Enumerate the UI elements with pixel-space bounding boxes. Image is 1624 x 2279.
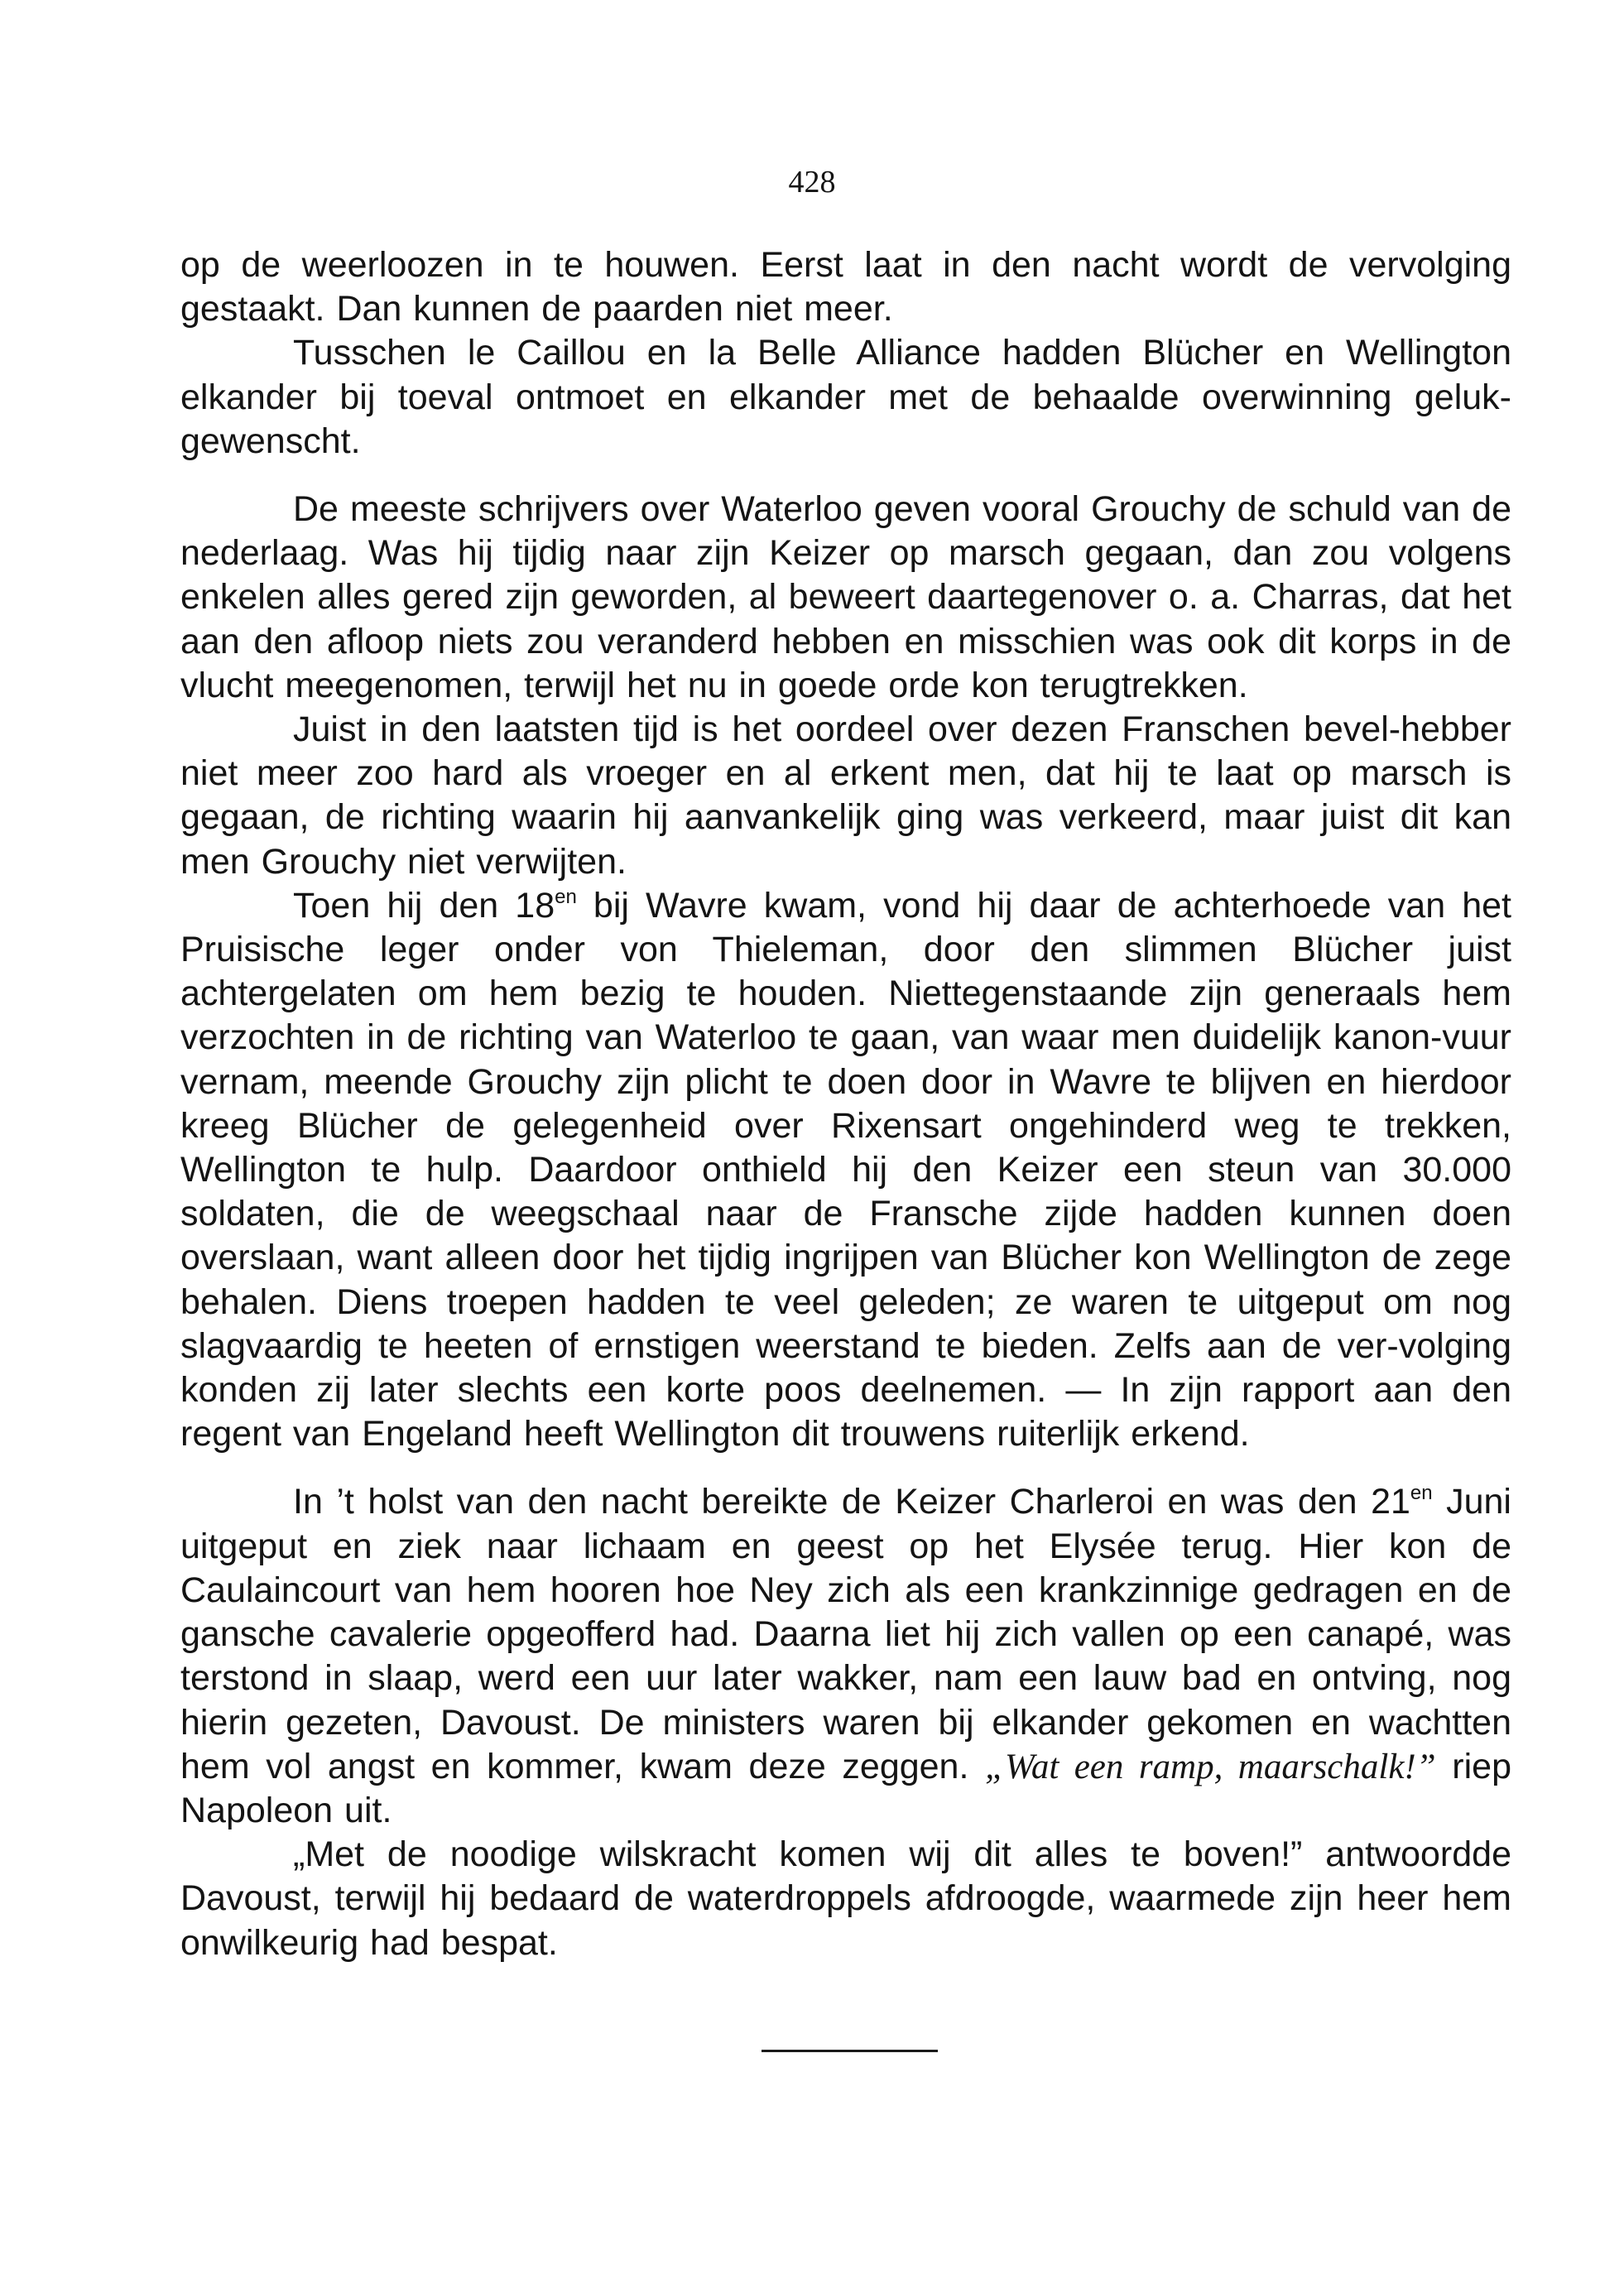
text-run: „Met de noodige wilskracht komen wij dit alles te boven!” antwoordde Davoust, terwijl hij bedaard de waterdroppels afdroogde, waarmede zijn heer hem onwilkeurig had bespat. xyxy=(180,1834,1511,1963)
ordinal-superscript: en xyxy=(1410,1482,1433,1505)
text-run: op de weerloozen in te houwen. Eerst laat in den nacht wordt de vervolging gestaakt. Dan kunnen de paarden niet meer. xyxy=(180,245,1511,329)
text-run: bij Wavre kwam, vond hij daar de achterhoede van het Pruisische leger onder von Thieleman, door den slimmen Blücher juist achtergelaten om hem bezig te houden. Niettegenstaande zijn generaals hem verzochten in de richting van Waterloo te gaan, van waar men duidelijk kanon-vuur vernam, meende Grouchy zijn plicht te doen door in Wavre te blijven en hierdoor kreeg Blücher de gelegenheid over Rixensart ongehinderd weg te trekken, Wellington te hulp. Daardoor onthield hij den Keizer een steun van 30.000 soldaten, die de weegschaal naar de Fransche zijde hadden kunnen doen overslaan, want alleen door het tijdig ingrijpen van Blücher kon Wellington de zege behalen. Diens troepen hadden te veel geleden; ze waren te uitgeput om nog slagvaardig te heeten of ernstigen weerstand te bieden. Zelfs aan de ver-volging konden zij later slechts een korte poos deelnemen. — In zijn rapport aan den regent van Engeland heeft Wellington dit trouwens ruiterlijk erkend. xyxy=(180,885,1511,1454)
paragraph xyxy=(180,708,1511,884)
closing-rule xyxy=(762,2050,938,2052)
text-run: Toen hij den 18 xyxy=(293,885,555,926)
paragraph xyxy=(180,1480,1511,1833)
paragraph xyxy=(180,488,1511,708)
text-run: De meeste schrijvers over Waterloo geven vooral Grouchy de schuld van de nederlaag. Was hij tijdig naar zijn Keizer op marsch gegaan, dan zou volgens enkelen alles gered zijn geworden, al beweert daartegenover o. a. Charras, dat het aan den afloop niets zou veranderd hebben en misschien was ook dit korps in de vlucht meegenomen, terwijl het nu in goede orde kon terugtrekken. xyxy=(180,489,1511,705)
text-run: Juist in den laatsten tijd is het oordeel over dezen Franschen bevel-hebber niet meer zoo hard als vroeger en al erkent men, dat hij te laat op marsch is gegaan, de richting waarin hij aanvankelijk ging was verkeerd, maar juist dit kan men Grouchy niet verwijten. xyxy=(180,709,1511,882)
paragraph xyxy=(180,1833,1511,1965)
paragraph xyxy=(180,884,1511,1457)
page-number: 428 xyxy=(788,165,836,200)
ordinal-superscript: en xyxy=(555,885,577,908)
text-run: In ’t holst van den nacht bereikte de Keizer Charleroi en was den 21 xyxy=(293,1482,1410,1522)
text-run: Tusschen le Caillou en la Belle Alliance hadden Blücher en Wellington elkander bij toeval ontmoet en elkander met de behaalde overwinning geluk-gewenscht. xyxy=(180,333,1511,461)
body-text xyxy=(180,243,1511,1965)
paragraph xyxy=(180,243,1511,331)
text-run: Juni uitgeput en ziek naar lichaam en geest op het Elysée terug. Hier kon de Caulaincourt van hem hooren hoe Ney zich als een krankzinnige gedragen en de gansche cavalerie opgeofferd had. Daarna liet hij zich vallen op een canapé, was terstond in slaap, werd een uur later wakker, nam een lauw bad en ontving, nog hierin gezeten, Davoust. De ministers waren bij elkander gekomen en wachtten hem vol angst en kommer, kwam deze zeggen. xyxy=(180,1482,1511,1786)
text-run: riep Napoleon uit. xyxy=(180,1746,1511,1830)
paragraph xyxy=(180,331,1511,464)
quoted-speech: „Wat een ramp, maarschalk!” xyxy=(985,1747,1436,1786)
